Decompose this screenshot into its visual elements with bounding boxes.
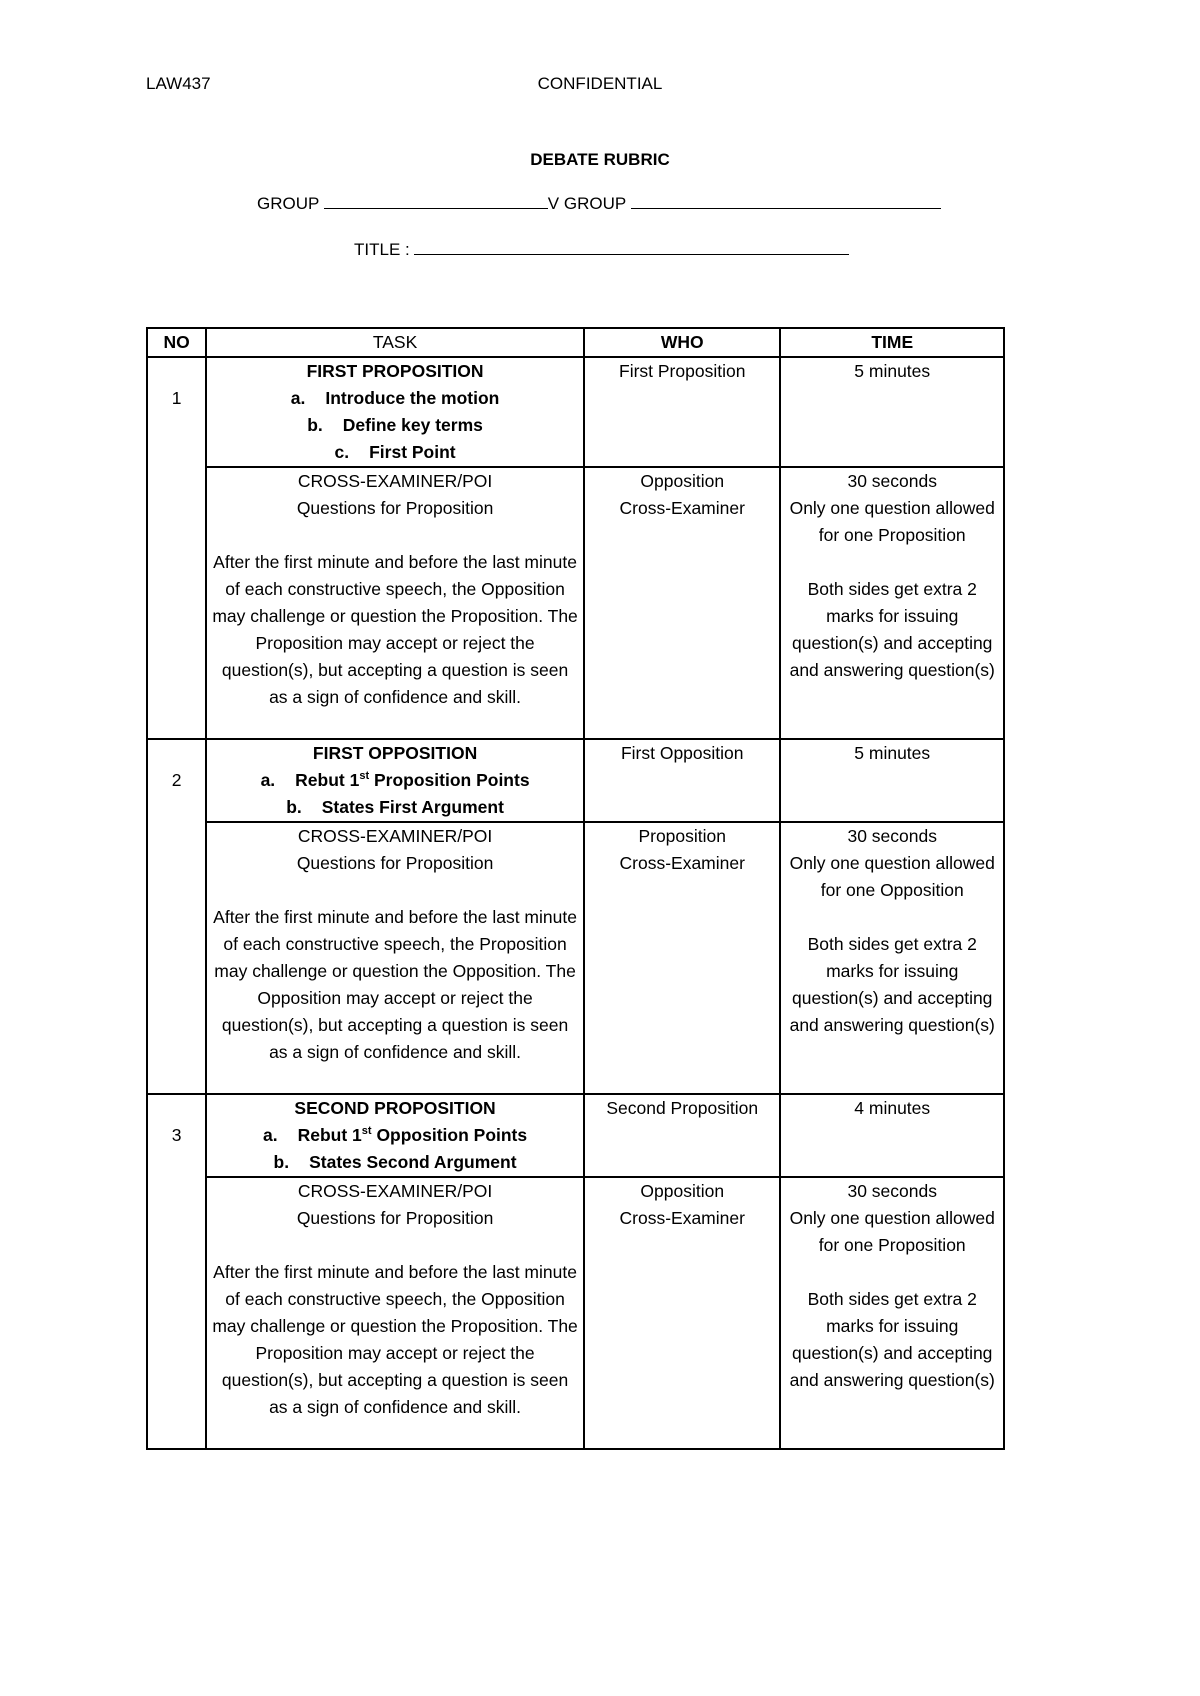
cross-title: CROSS-EXAMINER/POI — [297, 471, 493, 491]
row-number: 3 — [171, 1125, 182, 1145]
task-item-letter: a. — [290, 388, 306, 408]
groups-line — [257, 194, 941, 214]
task-title: SECOND PROPOSITION — [294, 1098, 496, 1118]
cross-time-cell — [780, 1177, 1004, 1449]
task-item — [211, 1122, 579, 1149]
header-who: WHO — [584, 328, 780, 357]
cross-who-cell — [584, 1177, 780, 1449]
header-time: TIME — [780, 328, 1004, 357]
row-number-cell — [147, 357, 206, 739]
task-item-sup: st — [359, 770, 370, 783]
cross-title: CROSS-EXAMINER/POI — [297, 826, 493, 846]
table-row — [147, 467, 1004, 739]
versus-group-blank — [631, 194, 941, 209]
task-item-pre: Rebut 1 — [297, 1125, 362, 1145]
time-cell: 4 minutes — [780, 1094, 1004, 1177]
cross-who-cell — [584, 467, 780, 739]
task-cell — [206, 357, 584, 467]
versus-group-label: V GROUP — [547, 194, 626, 213]
task-item — [211, 385, 579, 412]
cross-who-line1: Opposition — [640, 1181, 725, 1201]
cross-time-cell — [780, 822, 1004, 1094]
task-item-letter: b. — [307, 415, 323, 435]
cross-time-note: Both sides get extra 2 marks for issuing question(s) and accepting and answering question(s) — [789, 1289, 995, 1390]
task-item-text: States Second Argument — [309, 1152, 517, 1172]
time-cell: 5 minutes — [780, 739, 1004, 822]
task-item-post: Proposition Points — [369, 770, 530, 790]
cross-description: After the first minute and before the last minute of each constructive speech, the Opposition may challenge or question the Proposition. The Proposition may accept or reject the question(s), but accepting a question is seen as a sign of confidence and skill. — [212, 552, 578, 707]
task-item-text — [295, 770, 529, 790]
table-row — [147, 1094, 1004, 1177]
task-item — [211, 1149, 579, 1176]
task-item-post: Opposition Points — [371, 1125, 528, 1145]
cross-who-cell — [584, 822, 780, 1094]
task-item — [211, 767, 579, 794]
task-item — [211, 412, 579, 439]
who-cell: First Proposition — [584, 357, 780, 467]
cross-time-line1: 30 seconds — [847, 1181, 937, 1201]
cross-who-line1: Proposition — [638, 826, 726, 846]
task-item-letter: b. — [286, 797, 302, 817]
table-row — [147, 822, 1004, 1094]
task-item-text: First Point — [369, 442, 456, 462]
cross-title: CROSS-EXAMINER/POI — [297, 1181, 493, 1201]
cross-subtitle: Questions for Proposition — [296, 853, 494, 873]
table-row — [147, 1177, 1004, 1449]
task-cell — [206, 1094, 584, 1177]
cross-description: After the first minute and before the last minute of each constructive speech, the Opposition may challenge or question the Proposition. The Proposition may accept or reject the question(s), but accepting a question is seen as a sign of confidence and skill. — [212, 1262, 578, 1417]
classification-label: CONFIDENTIAL — [537, 74, 663, 93]
row-number: 1 — [171, 388, 182, 408]
cross-subtitle: Questions for Proposition — [296, 498, 494, 518]
cross-time-line1: 30 seconds — [847, 471, 937, 491]
table-row — [147, 357, 1004, 467]
table-header-row — [147, 328, 1004, 357]
task-item-letter: a. — [260, 770, 276, 790]
who-cell: First Opposition — [584, 739, 780, 822]
task-items — [211, 385, 579, 466]
who-cell: Second Proposition — [584, 1094, 780, 1177]
task-cell — [206, 739, 584, 822]
cross-time-line2: Only one question allowed for one Proposition — [789, 498, 995, 545]
task-item-sup: st — [361, 1125, 372, 1138]
title-label: TITLE : — [354, 240, 410, 259]
task-item — [211, 794, 579, 821]
task-item-letter: c. — [334, 442, 350, 462]
cross-subtitle: Questions for Proposition — [296, 1208, 494, 1228]
cross-task-cell — [206, 1177, 584, 1449]
rubric-table — [146, 327, 1005, 1450]
cross-who-line1: Opposition — [640, 471, 725, 491]
title-blank — [414, 240, 849, 255]
cross-task-cell — [206, 467, 584, 739]
header-no: NO — [147, 328, 206, 357]
task-item-text — [298, 1125, 528, 1145]
course-code: LAW437 — [146, 74, 211, 93]
row-number: 2 — [171, 770, 182, 790]
cross-who-line2: Cross-Examiner — [619, 498, 745, 518]
task-item-text: Introduce the motion — [325, 388, 500, 408]
task-item-text: Define key terms — [342, 415, 483, 435]
header-task: TASK — [206, 328, 584, 357]
task-items — [211, 767, 579, 821]
task-item-letter: b. — [273, 1152, 290, 1172]
cross-time-line2: Only one question allowed for one Opposition — [789, 853, 995, 900]
cross-time-line2: Only one question allowed for one Proposition — [789, 1208, 995, 1255]
cross-who-line2: Cross-Examiner — [619, 853, 745, 873]
task-title: FIRST PROPOSITION — [306, 361, 484, 381]
cross-time-cell — [780, 467, 1004, 739]
row-number-cell — [147, 1094, 206, 1449]
rubric-title: DEBATE RUBRIC — [530, 150, 670, 169]
task-title: FIRST OPPOSITION — [312, 743, 478, 763]
group-blank — [324, 194, 548, 209]
cross-time-note: Both sides get extra 2 marks for issuing question(s) and accepting and answering question(s) — [789, 934, 995, 1035]
task-item — [211, 439, 579, 466]
task-item-text: States First Argument — [321, 797, 504, 817]
time-cell: 5 minutes — [780, 357, 1004, 467]
cross-task-cell — [206, 822, 584, 1094]
task-item-letter: a. — [263, 1125, 278, 1145]
cross-who-line2: Cross-Examiner — [619, 1208, 745, 1228]
table-row — [147, 739, 1004, 822]
cross-time-line1: 30 seconds — [847, 826, 937, 846]
title-line — [354, 240, 849, 260]
group-label: GROUP — [257, 194, 320, 213]
task-items — [211, 1122, 579, 1176]
task-item-pre: Rebut 1 — [295, 770, 360, 790]
row-number-cell — [147, 739, 206, 1094]
cross-time-note: Both sides get extra 2 marks for issuing question(s) and accepting and answering question(s) — [789, 579, 995, 680]
cross-description: After the first minute and before the last minute of each constructive speech, the Proposition may challenge or question the Opposition. The Opposition may accept or reject the question(s), but accepting a question is seen as a sign of confidence and skill. — [213, 907, 577, 1062]
